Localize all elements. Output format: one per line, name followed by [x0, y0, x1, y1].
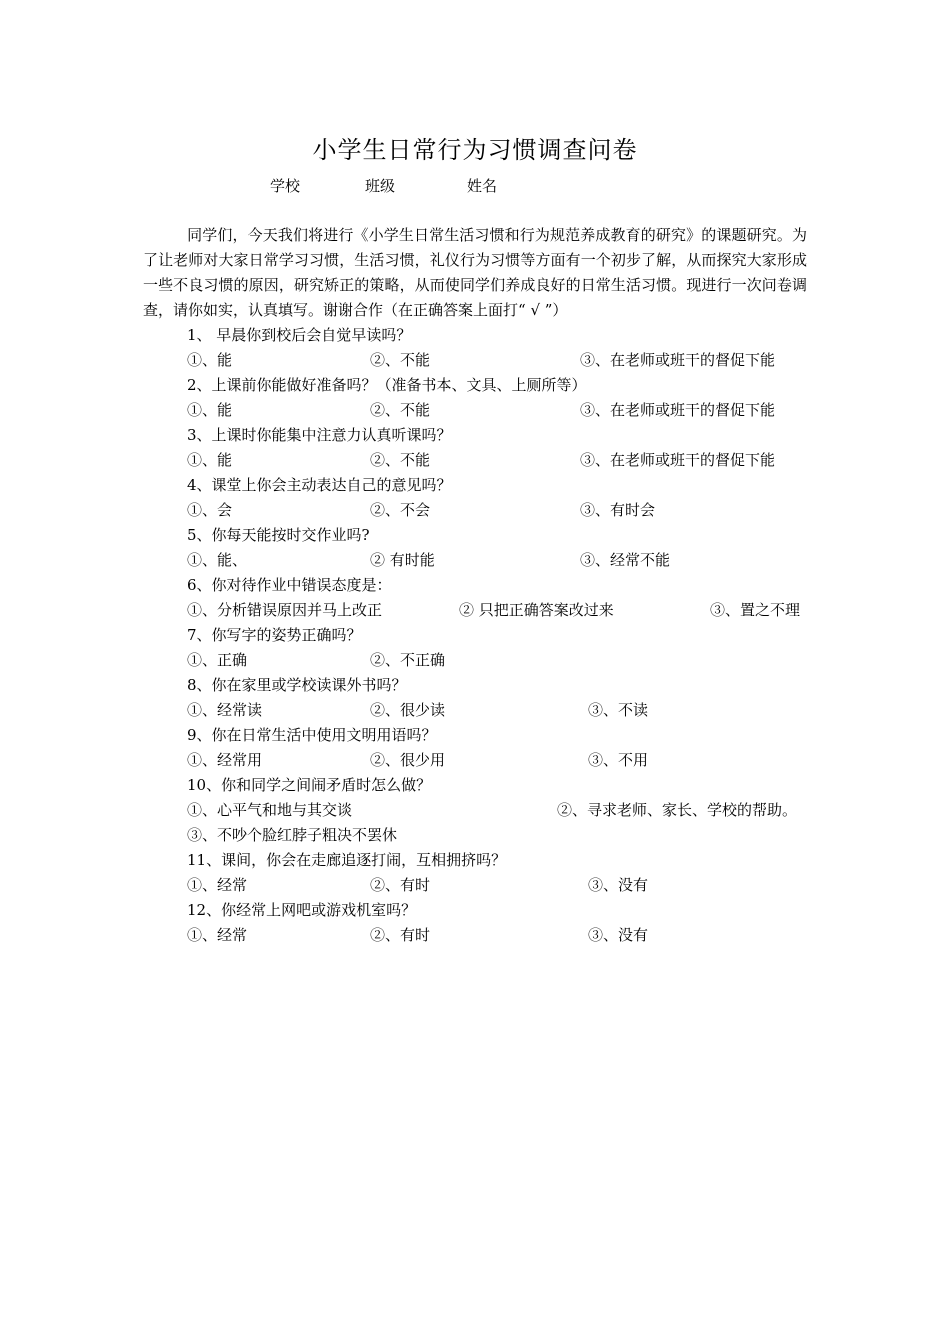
- question-text: 10、你和同学之间闹矛盾时怎么做？: [187, 776, 432, 794]
- option[interactable]: ①、经常用: [187, 751, 263, 769]
- question-row: [187, 423, 812, 448]
- question-row: [187, 773, 812, 798]
- option[interactable]: ②、很少读: [370, 701, 446, 719]
- option[interactable]: ③、没有: [588, 876, 649, 894]
- option[interactable]: ②、不正确: [370, 651, 446, 669]
- question-text: 5、你每天能按时交作业吗?: [187, 526, 370, 544]
- option[interactable]: ②、寻求老师、家长、学校的帮助。: [557, 801, 798, 819]
- question-row: [187, 373, 812, 398]
- options-row: [187, 448, 812, 473]
- option[interactable]: ②、有时: [370, 876, 431, 894]
- options-row: [187, 398, 812, 423]
- option[interactable]: ①、分析错误原因并马上改正: [187, 601, 383, 619]
- option[interactable]: ①、经常: [187, 876, 248, 894]
- question-text: 1、 早晨你到校后会自觉早读吗？: [187, 326, 412, 344]
- option[interactable]: ②、很少用: [370, 751, 446, 769]
- question-row: [187, 323, 812, 348]
- intro-text: 同学们，今天我们将进行《小学生日常生活习惯和行为规范养成教育的研究》的课题研究。为了让老师对大家日常学习习惯，生活习惯，礼仪行为习惯等方面有一个初步了解，从而探究大家形成一些不良习惯的原因，研究矫正的策略，从而使同学们养成良好的日常生活习惯。现进行一次问卷调查，请你如实，认真填写。谢谢合作（在正确答案上面打“ √ ”）: [143, 226, 807, 319]
- class-label: 班级: [365, 177, 396, 195]
- question-row: [187, 473, 812, 498]
- options-row: [187, 548, 812, 573]
- question-text: 2、上课前你能做好准备吗？（准备书本、文具、上厕所等）: [187, 376, 587, 394]
- option[interactable]: ③、不用: [588, 751, 649, 769]
- option[interactable]: ②、有时: [370, 926, 431, 944]
- question-text: 12、你经常上网吧或游戏机室吗？: [187, 901, 417, 919]
- option[interactable]: ①、经常: [187, 926, 248, 944]
- question-row: [187, 673, 812, 698]
- option[interactable]: ③、有时会: [580, 501, 656, 519]
- option[interactable]: ①、心平气和地与其交谈: [187, 801, 353, 819]
- option[interactable]: ①、经常读: [187, 701, 263, 719]
- question-row: [187, 898, 812, 923]
- question-row: [187, 623, 812, 648]
- student-info-line: [270, 175, 497, 197]
- question-row: [187, 523, 812, 548]
- option[interactable]: ①、会: [187, 501, 233, 519]
- question-text: 11、课间，你会在走廊追逐打闹，互相拥挤吗？: [187, 851, 507, 869]
- question-text: 4、课堂上你会主动表达自己的意见吗？: [187, 476, 452, 494]
- option[interactable]: ①、正确: [187, 651, 248, 669]
- options-row: [187, 748, 812, 773]
- option[interactable]: ①、能: [187, 451, 233, 469]
- option[interactable]: ②、不能: [370, 401, 431, 419]
- question-text: 6、你对待作业中错误态度是：: [187, 576, 392, 594]
- option[interactable]: ③、不吵个脸红脖子粗决不罢休: [187, 826, 398, 844]
- options-row: [187, 823, 812, 848]
- option[interactable]: ③、不读: [588, 701, 649, 719]
- options-row: [187, 698, 812, 723]
- options-row: [187, 798, 812, 823]
- option[interactable]: ①、能、: [187, 551, 248, 569]
- option[interactable]: ③、没有: [588, 926, 649, 944]
- option[interactable]: ② 只把正确答案改过来: [459, 601, 614, 619]
- question-text: 9、你在日常生活中使用文明用语吗？: [187, 726, 437, 744]
- school-label: 学校: [270, 177, 301, 195]
- option[interactable]: ② 有时能: [370, 551, 435, 569]
- question-row: [187, 573, 812, 598]
- question-row: [187, 848, 812, 873]
- intro-paragraph: [143, 223, 807, 323]
- option[interactable]: ③、在老师或班干的督促下能: [580, 351, 776, 369]
- option[interactable]: ③、在老师或班干的督促下能: [580, 451, 776, 469]
- option[interactable]: ③、置之不理: [710, 601, 801, 619]
- page-title: 小学生日常行为习惯调查问卷: [312, 136, 638, 164]
- option[interactable]: ③、经常不能: [580, 551, 671, 569]
- options-row: [187, 348, 812, 373]
- option[interactable]: ①、能: [187, 351, 233, 369]
- option[interactable]: ②、不会: [370, 501, 431, 519]
- options-row: [187, 598, 812, 623]
- option[interactable]: ③、在老师或班干的督促下能: [580, 401, 776, 419]
- options-row: [187, 923, 812, 948]
- option[interactable]: ①、能: [187, 401, 233, 419]
- option[interactable]: ②、不能: [370, 351, 431, 369]
- options-row: [187, 648, 812, 673]
- question-list: [187, 323, 812, 948]
- options-row: [187, 498, 812, 523]
- option[interactable]: ②、不能: [370, 451, 431, 469]
- question-text: 8、你在家里或学校读课外书吗？: [187, 676, 407, 694]
- question-row: [187, 723, 812, 748]
- options-row: [187, 873, 812, 898]
- question-text: 7、你写字的姿势正确吗？: [187, 626, 362, 644]
- question-text: 3、上课时你能集中注意力认真听课吗？: [187, 426, 452, 444]
- name-label: 姓名: [467, 177, 498, 195]
